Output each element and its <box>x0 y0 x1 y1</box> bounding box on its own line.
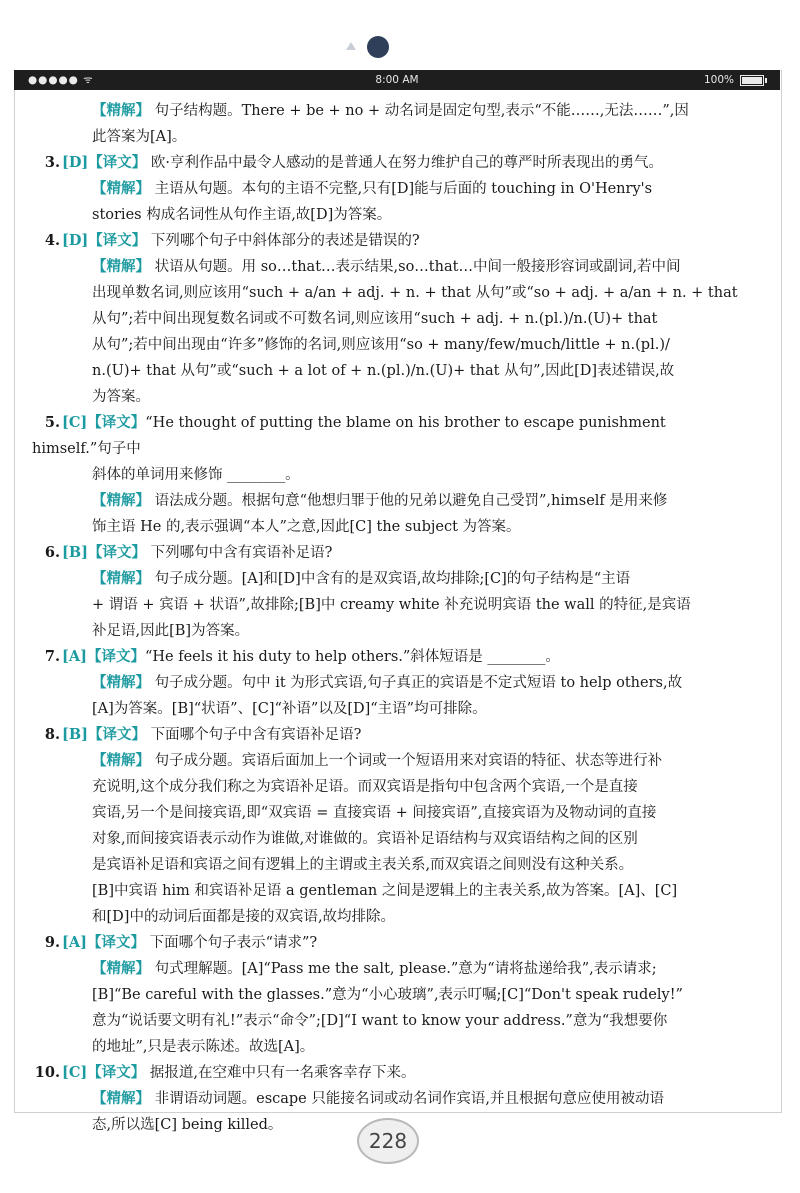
line-text: 此答案为[A]。 <box>92 129 187 145</box>
text-line <box>32 904 744 930</box>
line-text: 下面哪个句子中含有宾语补足语? <box>145 727 362 743</box>
text-line <box>32 176 744 202</box>
text-line <box>32 202 744 228</box>
question-number: 8. <box>44 726 60 743</box>
text-line <box>32 488 744 514</box>
line-text: 句子结构题。There + be + no + 动名词是固定句型,表示“不能……,无法……”,因 <box>150 103 689 119</box>
text-line <box>32 1034 744 1060</box>
text-line <box>32 982 744 1008</box>
signal-icon: ●●●●● ᯤ <box>28 74 94 86</box>
line-text: 非谓语动词题。escape 只能接名词或动名词作宾语,并且根据句意应使用被动语 <box>150 1091 664 1107</box>
line-text: 是宾语补足语和宾语之间有逻辑上的主谓或主表关系,而双宾语之间则没有这种关系。 <box>92 857 634 873</box>
line-text: 句式理解题。[A]“Pass me the salt, please.”意为“请将盐递给我”,表示请求; <box>150 961 657 977</box>
text-line <box>32 670 744 696</box>
line-text: n.(U)+ that 从句”或“such + a lot of + n.(pl.)/n.(U)+ that 从句”,因此[D]表述错误,故 <box>92 363 675 379</box>
line-text: 下列哪句中含有宾语补足语? <box>145 545 333 561</box>
line-text: 从句”;若中间出现由“许多”修饰的名词,则应该用“so + many/few/much/little + n.(pl.)/ <box>92 337 670 353</box>
line-text: 为答案。 <box>92 389 150 405</box>
question-number: 7. <box>44 648 60 665</box>
text-line <box>32 540 744 566</box>
line-text: [B]“Be careful with the glasses.”意为“小心玻璃”,表示叮嘱;[C]“Don't speak rudely!” <box>92 987 683 1003</box>
text-line <box>32 384 744 410</box>
line-text: 从句”;若中间出现复数名词或不可数名词,则应该用“such + adj. + n.(pl.)/n.(U)+ that <box>92 311 658 327</box>
line-text: 宾语,另一个是间接宾语,即“双宾语 = 直接宾语 + 间接宾语”,直接宾语为及物动词的直接 <box>92 805 657 821</box>
question-number: 10. <box>34 1064 60 1081</box>
explanation-tag: 【精解】 <box>92 492 150 509</box>
explanation-tag: 【精解】 <box>92 960 150 977</box>
text-line <box>32 852 744 878</box>
explanation-tag: 【精解】 <box>92 1090 150 1107</box>
answer-letter: [D] <box>62 154 89 171</box>
translation-tag: 【译文】 <box>86 648 145 665</box>
line-text: 句子成分题。[A]和[D]中含有的是双宾语,故均排除;[C]的句子结构是“主语 <box>150 571 631 587</box>
text-line <box>32 410 744 462</box>
translation-tag: 【译文】 <box>86 934 145 951</box>
text-line <box>32 462 744 488</box>
line-text: 下面哪个句子表示“请求”? <box>144 935 318 951</box>
line-text: 和[D]中的动词后面都是接的双宾语,故均排除。 <box>92 909 396 925</box>
text-line <box>32 826 744 852</box>
answer-explanations <box>32 98 744 1138</box>
text-line <box>32 774 744 800</box>
text-line <box>32 280 744 306</box>
status-bar <box>14 70 780 90</box>
line-text: 主语从句题。本句的主语不完整,只有[D]能与后面的 touching in O'Henry's <box>150 181 653 197</box>
text-line <box>32 254 744 280</box>
page-number: 228 <box>368 1129 408 1153</box>
line-text: [A]为答案。[B]“状语”、[C]“补语”以及[D]“主语”均可排除。 <box>92 701 487 717</box>
line-text: 句子成分题。句中 it 为形式宾语,句子真正的宾语是不定式短语 to help others,故 <box>150 675 683 691</box>
answer-letter: [C] <box>62 1064 88 1081</box>
text-line <box>32 618 744 644</box>
answer-letter: [D] <box>62 232 89 249</box>
line-text: 欧·亨利作品中最令人感动的是普通人在努力维护自己的尊严时所表现出的勇气。 <box>146 155 664 171</box>
text-line <box>32 306 744 332</box>
text-line <box>32 1086 744 1112</box>
line-text: 充说明,这个成分我们称之为宾语补足语。而双宾语是指句中包含两个宾语,一个是直接 <box>92 779 638 795</box>
battery-icon <box>740 75 764 86</box>
question-number: 6. <box>44 544 60 561</box>
answer-letter: [C] <box>62 414 88 431</box>
answer-letter: [A] <box>62 934 87 951</box>
translation-tag: 【译文】 <box>87 414 146 431</box>
answer-letter: [B] <box>62 544 88 561</box>
text-line <box>32 150 744 176</box>
line-text: + 谓语 + 宾语 + 状语”,故排除;[B]中 creamy white 补充说明宾语 the wall 的特征,是宾语 <box>92 597 691 613</box>
question-number: 5. <box>44 414 60 431</box>
line-text: stories 构成名词性从句作主语,故[D]为答案。 <box>92 207 392 223</box>
explanation-tag: 【精解】 <box>92 258 150 275</box>
line-text: [B]中宾语 him 和宾语补足语 a gentleman 之间是逻辑上的主表关系,故为答案。[A]、[C] <box>92 883 678 899</box>
translation-tag: 【译文】 <box>87 544 146 561</box>
line-text: 态,所以选[C] being killed。 <box>92 1117 283 1133</box>
explanation-tag: 【精解】 <box>92 674 150 691</box>
line-text: “He feels it his duty to help others.”斜体短语是 ________。 <box>144 649 560 665</box>
status-time: 8:00 AM <box>375 74 419 86</box>
line-text: 意为“说话要文明有礼!”表示“命令”;[D]“I want to know your address.”意为“我想要你 <box>92 1013 668 1029</box>
question-number: 9. <box>44 934 60 951</box>
translation-tag: 【译文】 <box>87 726 146 743</box>
text-line <box>32 722 744 748</box>
text-line <box>32 124 744 150</box>
text-line <box>32 748 744 774</box>
battery-indicator <box>704 74 764 86</box>
text-line <box>32 956 744 982</box>
line-text: 句子成分题。宾语后面加上一个词或一个短语用来对宾语的特征、状态等进行补 <box>150 753 663 769</box>
translation-tag: 【译文】 <box>87 1064 146 1081</box>
line-text: 的地址”,只是表示陈述。故选[A]。 <box>92 1039 315 1055</box>
text-line <box>32 644 744 670</box>
page-number-badge <box>357 1118 419 1164</box>
text-line <box>32 878 744 904</box>
line-text: 饰主语 He 的,表示强调“本人”之意,因此[C] the subject 为答案。 <box>92 519 521 535</box>
question-number: 4. <box>44 232 60 249</box>
text-line <box>32 332 744 358</box>
text-line <box>32 228 744 254</box>
battery-percent: 100% <box>703 74 734 86</box>
explanation-tag: 【精解】 <box>92 180 150 197</box>
line-text: 下列哪个句子中斜体部分的表述是错误的? <box>146 233 420 249</box>
line-text: 出现单数名词,则应该用“such + a/an + adj. + n. + that 从句”或“so + adj. + a/an + n. + that <box>92 285 738 301</box>
text-line <box>32 800 744 826</box>
text-line <box>32 98 744 124</box>
line-text: 对象,而间接宾语表示动作为谁做,对谁做的。宾语补足语结构与双宾语结构之间的区别 <box>92 831 638 847</box>
translation-tag: 【译文】 <box>88 232 147 249</box>
explanation-tag: 【精解】 <box>92 752 150 769</box>
line-text: 语法成分题。根据句意“他想归罪于他的兄弟以避免自己受罚”,himself 是用来修 <box>150 493 668 509</box>
scroll-up-indicator-icon <box>346 42 356 50</box>
line-text: “He thought of putting the blame on his brother to escape punishment himself.”句子中 <box>32 415 666 457</box>
text-line <box>32 514 744 540</box>
text-line <box>32 1008 744 1034</box>
text-line <box>32 566 744 592</box>
text-line <box>32 358 744 384</box>
line-text: 据报道,在空难中只有一名乘客幸存下来。 <box>145 1065 416 1081</box>
translation-tag: 【译文】 <box>88 154 147 171</box>
line-text: 状语从句题。用 so…that…表示结果,so…that…中间一般接形容词或副词,若中间 <box>150 259 681 275</box>
question-number: 3. <box>44 154 60 171</box>
text-line <box>32 1060 744 1086</box>
text-line <box>32 592 744 618</box>
camera-icon <box>367 36 389 58</box>
answer-letter: [B] <box>62 726 88 743</box>
line-text: 斜体的单词用来修饰 ________。 <box>92 467 300 483</box>
line-text: 补足语,因此[B]为答案。 <box>92 623 250 639</box>
explanation-tag: 【精解】 <box>92 570 150 587</box>
explanation-tag: 【精解】 <box>92 102 150 119</box>
text-line <box>32 930 744 956</box>
text-line <box>32 696 744 722</box>
answer-letter: [A] <box>62 648 87 665</box>
